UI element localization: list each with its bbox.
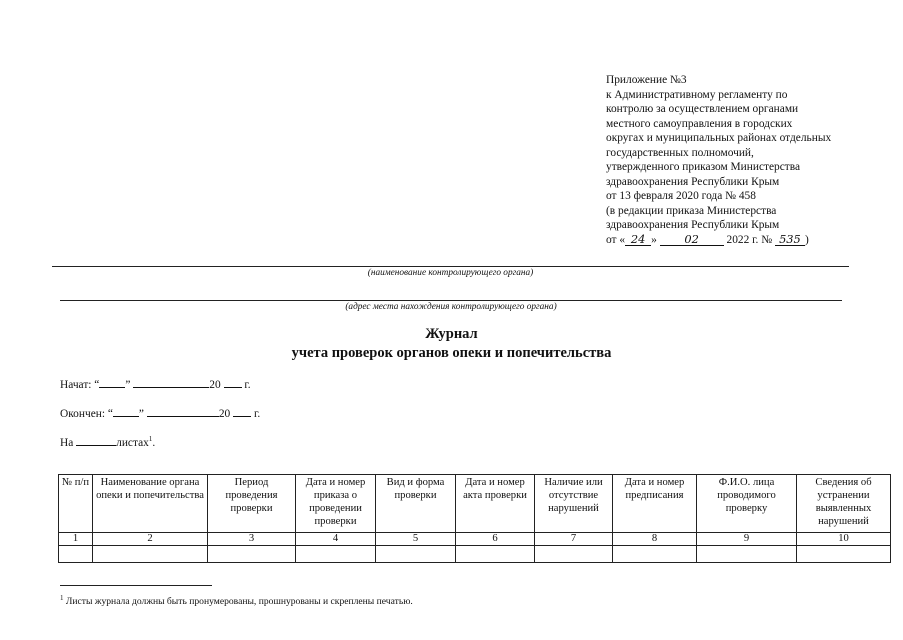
appendix-line: Приложение №3	[606, 74, 687, 86]
table-cell[interactable]	[797, 546, 891, 563]
order-mid: »	[651, 233, 657, 246]
footnote-text: Листы журнала должны быть пронумерованы, прошнурованы и скреплены печатью.	[63, 596, 413, 608]
col-header: Ф.И.О. лица проводимого проверку	[697, 475, 797, 533]
col-header: Сведения об устранении выявленных нарушений	[797, 475, 891, 533]
appendix-line: (в редакции приказа Министерства	[606, 204, 777, 217]
started-day-blank	[99, 377, 125, 388]
journal-table	[58, 474, 891, 563]
table-cell[interactable]	[613, 546, 697, 563]
quote-close: ”	[138, 408, 144, 420]
appendix-line: от 13 февраля 2020 года № 458	[606, 190, 756, 202]
col-header: Вид и форма проверки	[376, 475, 456, 533]
col-header: Дата и номер предписания	[613, 475, 697, 533]
col-header: Дата и номер приказа о проведении проверки	[296, 475, 376, 533]
appendix-line: государственных полномочий,	[606, 146, 754, 159]
sheets-field	[60, 435, 155, 449]
column-number-row	[59, 533, 891, 546]
handwritten-day: 24	[625, 233, 651, 246]
year-suffix: г.	[253, 408, 261, 420]
column-number: 1	[59, 533, 93, 546]
col-header: Дата и номер акта проверки	[456, 475, 535, 533]
appendix-line: утвержденного приказом Министерства	[606, 161, 801, 173]
sheets-footnote-mark: 1	[148, 435, 153, 444]
table-header-row	[59, 475, 891, 533]
table-cell[interactable]	[376, 546, 456, 563]
appendix-line: округах и муниципальных районах отдельных	[606, 132, 832, 144]
footnote-separator	[60, 585, 212, 586]
column-number: 8	[613, 533, 697, 546]
table-cell[interactable]	[296, 546, 376, 563]
ended-day-blank	[113, 406, 139, 417]
sheets-prefix: На	[60, 437, 74, 449]
table-cell[interactable]	[456, 546, 535, 563]
authority-name-line	[52, 266, 849, 267]
order-prefix: от «	[606, 233, 626, 246]
column-number: 2	[93, 533, 208, 546]
journal-subtitle: учета проверок органов опеки и попечительства	[291, 345, 612, 361]
handwritten-order-number: 535	[775, 233, 805, 246]
appendix-line: местного самоуправления в городских	[606, 117, 793, 130]
table-cell[interactable]	[208, 546, 296, 563]
sheets-label: листах	[116, 437, 149, 449]
appendix-line: здравоохранения Республики Крым	[606, 219, 780, 231]
table-cell[interactable]	[59, 546, 93, 563]
footnote-mark: 1	[60, 594, 64, 602]
handwritten-month: 02	[660, 233, 724, 246]
column-number: 9	[697, 533, 797, 546]
col-header: Наименование органа опеки и попечительства	[93, 475, 208, 533]
column-number: 5	[376, 533, 456, 546]
order-year: 2022 г. №	[726, 233, 773, 246]
sheets-count-blank	[76, 435, 116, 446]
year-suffix: г.	[244, 379, 251, 391]
table-cell[interactable]	[93, 546, 208, 563]
col-header: № п/п	[59, 475, 93, 533]
col-header: Период проведения проверки	[208, 475, 296, 533]
appendix-line: к Административному регламенту по	[606, 88, 788, 101]
column-number: 4	[296, 533, 376, 546]
authority-caption: (наименование контролирующего органа)	[367, 268, 534, 278]
appendix-line: контролю за осуществлением органами	[606, 103, 799, 115]
column-number: 7	[535, 533, 613, 546]
started-year-blank	[224, 377, 242, 388]
started-field	[60, 377, 251, 391]
started-label: Начат: “	[60, 379, 100, 391]
sheets-end: .	[152, 437, 156, 449]
column-number: 6	[456, 533, 535, 546]
quote-close: ”	[125, 379, 131, 391]
col-header: Наличие или отсутствие нарушений	[535, 475, 613, 533]
order-date-line	[606, 233, 831, 248]
column-number: 10	[797, 533, 891, 546]
order-close: )	[804, 233, 809, 246]
column-number: 3	[208, 533, 296, 546]
table-row	[59, 546, 891, 563]
appendix-line: здравоохранения Республики Крым	[606, 175, 780, 188]
ended-label: Окончен: “	[60, 408, 113, 420]
appendix-header	[606, 73, 831, 247]
ended-year-blank	[233, 406, 251, 417]
table-cell[interactable]	[535, 546, 613, 563]
ended-month-blank	[147, 406, 219, 417]
year-prefix: 20	[209, 379, 221, 391]
address-line	[60, 300, 842, 301]
address-caption: (адрес места нахождения контролирующего органа)	[345, 302, 557, 312]
table-cell[interactable]	[697, 546, 797, 563]
ended-field	[60, 406, 260, 420]
footnote	[60, 594, 413, 607]
year-prefix: 20	[218, 408, 231, 420]
journal-title: Журнал	[425, 326, 478, 342]
started-month-blank	[133, 377, 209, 388]
